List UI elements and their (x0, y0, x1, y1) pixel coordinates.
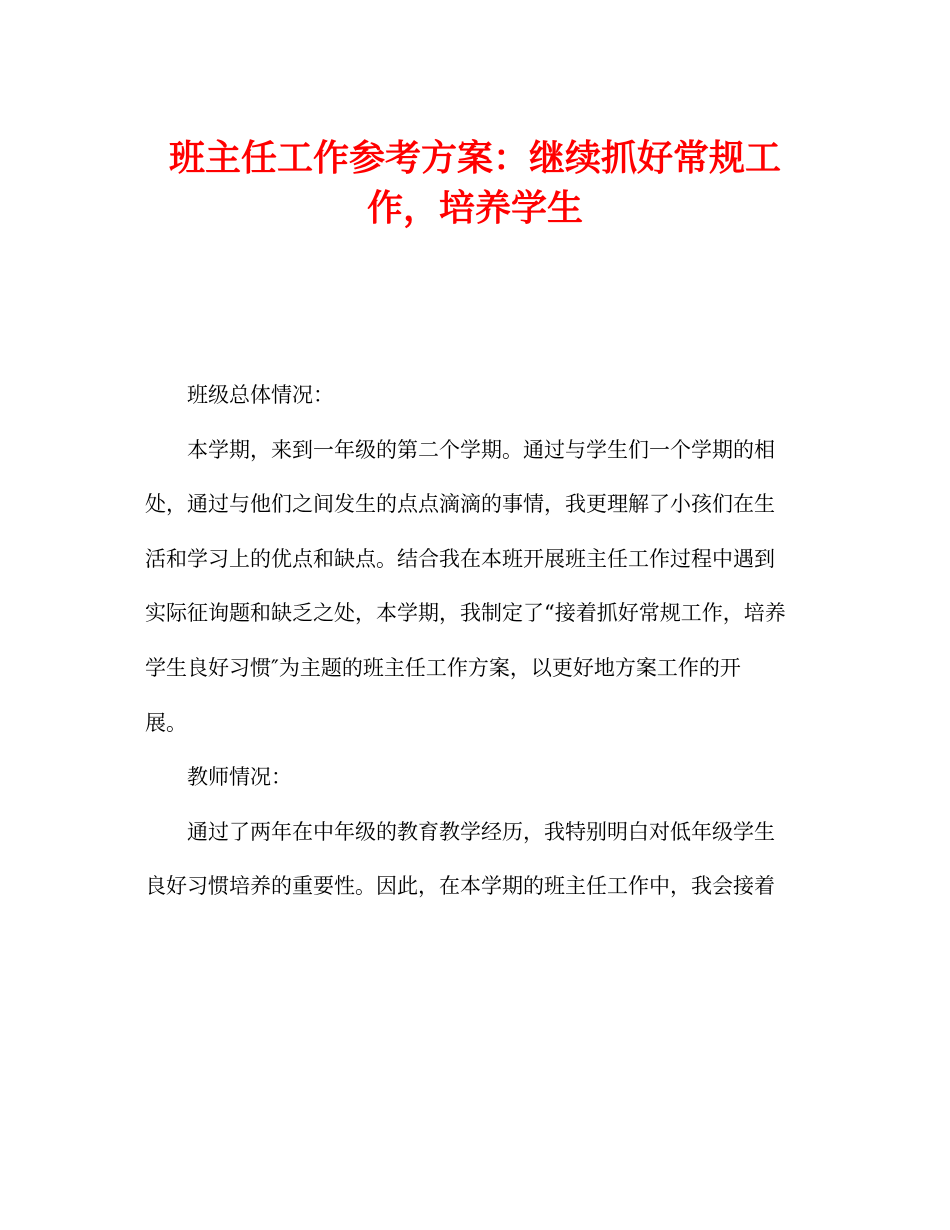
text-line: 展。 (145, 710, 187, 735)
title-line-1: 班主任工作参考方案：继续抓好常规工 (168, 138, 781, 179)
text-line: 活和学习上的优点和缺点。结合我在本班开展班主任工作过程中遇到 (145, 546, 775, 571)
section-heading-class-overview (145, 368, 805, 423)
paragraph-teacher (145, 805, 805, 914)
text-line: 良好习惯培养的重要性。因此，在本学期的班主任工作中，我会接着 (145, 874, 775, 899)
title-line-2: 作，培养学生 (366, 188, 583, 229)
text-line: 实际征询题和缺乏之处，本学期，我制定了“接着抓好常规工作，培养 (145, 601, 786, 626)
text-line: 处，通过与他们之间发生的点点滴滴的事情，我更理解了小孩们在生 (145, 492, 775, 517)
document-body (145, 368, 805, 914)
section-heading-teacher (145, 750, 805, 805)
document-title (140, 134, 810, 234)
text-line: 本学期，来到一年级的第二个学期。通过与学生们一个学期的相 (187, 437, 775, 462)
text-line: 学生良好习惯″为主题的班主任工作方案，以更好地方案工作的开 (145, 655, 741, 680)
text-line: 班级总体情况： (187, 383, 334, 407)
text-line: 通过了两年在中年级的教育教学经历，我特别明白对低年级学生 (187, 819, 775, 844)
paragraph-class-overview (145, 423, 805, 751)
text-line: 教师情况： (187, 765, 292, 790)
